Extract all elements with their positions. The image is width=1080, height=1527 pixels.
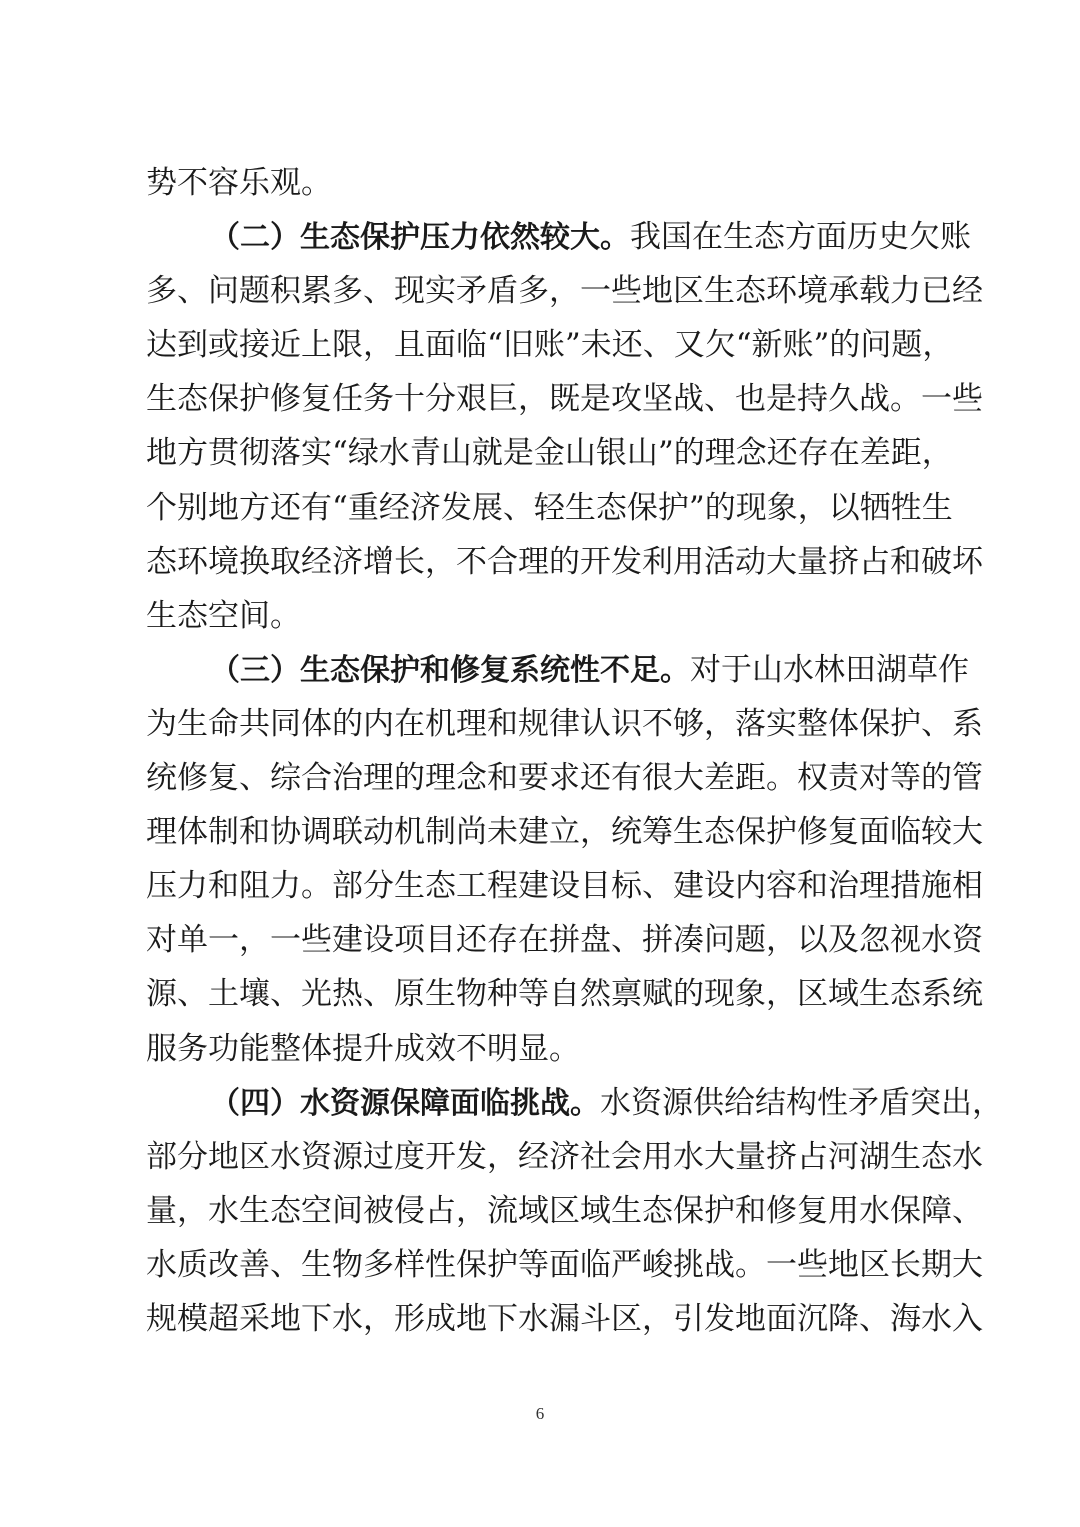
body-text — [146, 156, 1003, 1346]
line-text: 水质改善、生物多样性保护等面临严峻挑战。一些地区长期大 — [146, 1246, 983, 1283]
line-text: 势不容乐观。 — [146, 165, 332, 201]
line-text: 规模超采地下水，形成地下水漏斗区，引发地面沉降、海水入 — [146, 1300, 983, 1337]
paragraph-line — [146, 156, 936, 210]
section-heading: （三）生态保护和修复系统性不足。 — [210, 652, 690, 688]
paragraph-line — [146, 1238, 983, 1292]
paragraph-line — [146, 426, 953, 480]
section-heading: （四）水资源保障面临挑战。 — [210, 1085, 600, 1121]
line-text: 生态空间。 — [146, 597, 301, 634]
line-text: 地方贯彻落实“绿水青山就是金山银山”的理念还存在差距， — [146, 435, 953, 472]
paragraph-line — [146, 1292, 983, 1346]
paragraph-line — [146, 643, 969, 697]
paragraph-line — [146, 1022, 936, 1076]
line-text: 为生命共同体的内在机理和规律认识不够，落实整体保护、系 — [146, 705, 983, 742]
paragraph-line — [146, 805, 983, 859]
paragraph-line — [146, 535, 983, 589]
line-text: 个别地方还有“重经济发展、轻生态保护”的现象，以牺牲生 — [146, 489, 953, 526]
paragraph-line — [146, 967, 983, 1021]
line-text: 压力和阻力。部分生态工程建设目标、建设内容和治理措施相 — [146, 868, 983, 905]
line-text: 对单一，一些建设项目还存在拼盘、拼凑问题，以及忽视水资 — [146, 922, 983, 959]
line-text: 态环境换取经济增长，不合理的开发利用活动大量挤占和破坏 — [146, 543, 983, 580]
paragraph-line — [146, 1130, 983, 1184]
page-number: 6 — [535, 1404, 545, 1423]
line-text: 达到或接近上限，且面临“旧账”未还、又欠“新账”的问题， — [146, 327, 954, 364]
paragraph-line — [146, 1076, 1003, 1130]
paragraph-line — [146, 264, 983, 318]
paragraph-line — [146, 589, 936, 643]
paragraph-line — [146, 318, 954, 372]
line-text: 水资源供给结构性矛盾突出， — [600, 1084, 1003, 1121]
line-text: 对于山水林田湖草作 — [690, 651, 969, 688]
line-text: 服务功能整体提升成效不明显。 — [146, 1030, 580, 1067]
paragraph-line — [146, 751, 983, 805]
section-heading: （二）生态保护压力依然较大。 — [210, 220, 630, 256]
line-text: 量，水生态空间被侵占，流域区域生态保护和修复用水保障、 — [146, 1192, 983, 1229]
paragraph-line — [146, 859, 983, 913]
line-text: 多、问题积累多、现实矛盾多，一些地区生态环境承载力已经 — [146, 273, 983, 310]
paragraph-line — [146, 913, 983, 967]
line-text: 生态保护修复任务十分艰巨，既是攻坚战、也是持久战。一些 — [146, 381, 983, 418]
line-text: 理体制和协调联动机制尚未建立，统筹生态保护修复面临较大 — [146, 814, 983, 851]
paragraph-line — [146, 210, 971, 264]
paragraph-line — [146, 697, 983, 751]
paragraph-line — [146, 481, 953, 535]
paragraph-line — [146, 372, 983, 426]
paragraph-line — [146, 1184, 983, 1238]
line-text: 我国在生态方面历史欠账 — [630, 219, 971, 256]
line-text: 源、土壤、光热、原生物种等自然禀赋的现象，区域生态系统 — [146, 976, 983, 1013]
line-text: 统修复、综合治理的理念和要求还有很大差距。权责对等的管 — [146, 760, 983, 797]
line-text: 部分地区水资源过度开发，经济社会用水大量挤占河湖生态水 — [146, 1138, 983, 1175]
